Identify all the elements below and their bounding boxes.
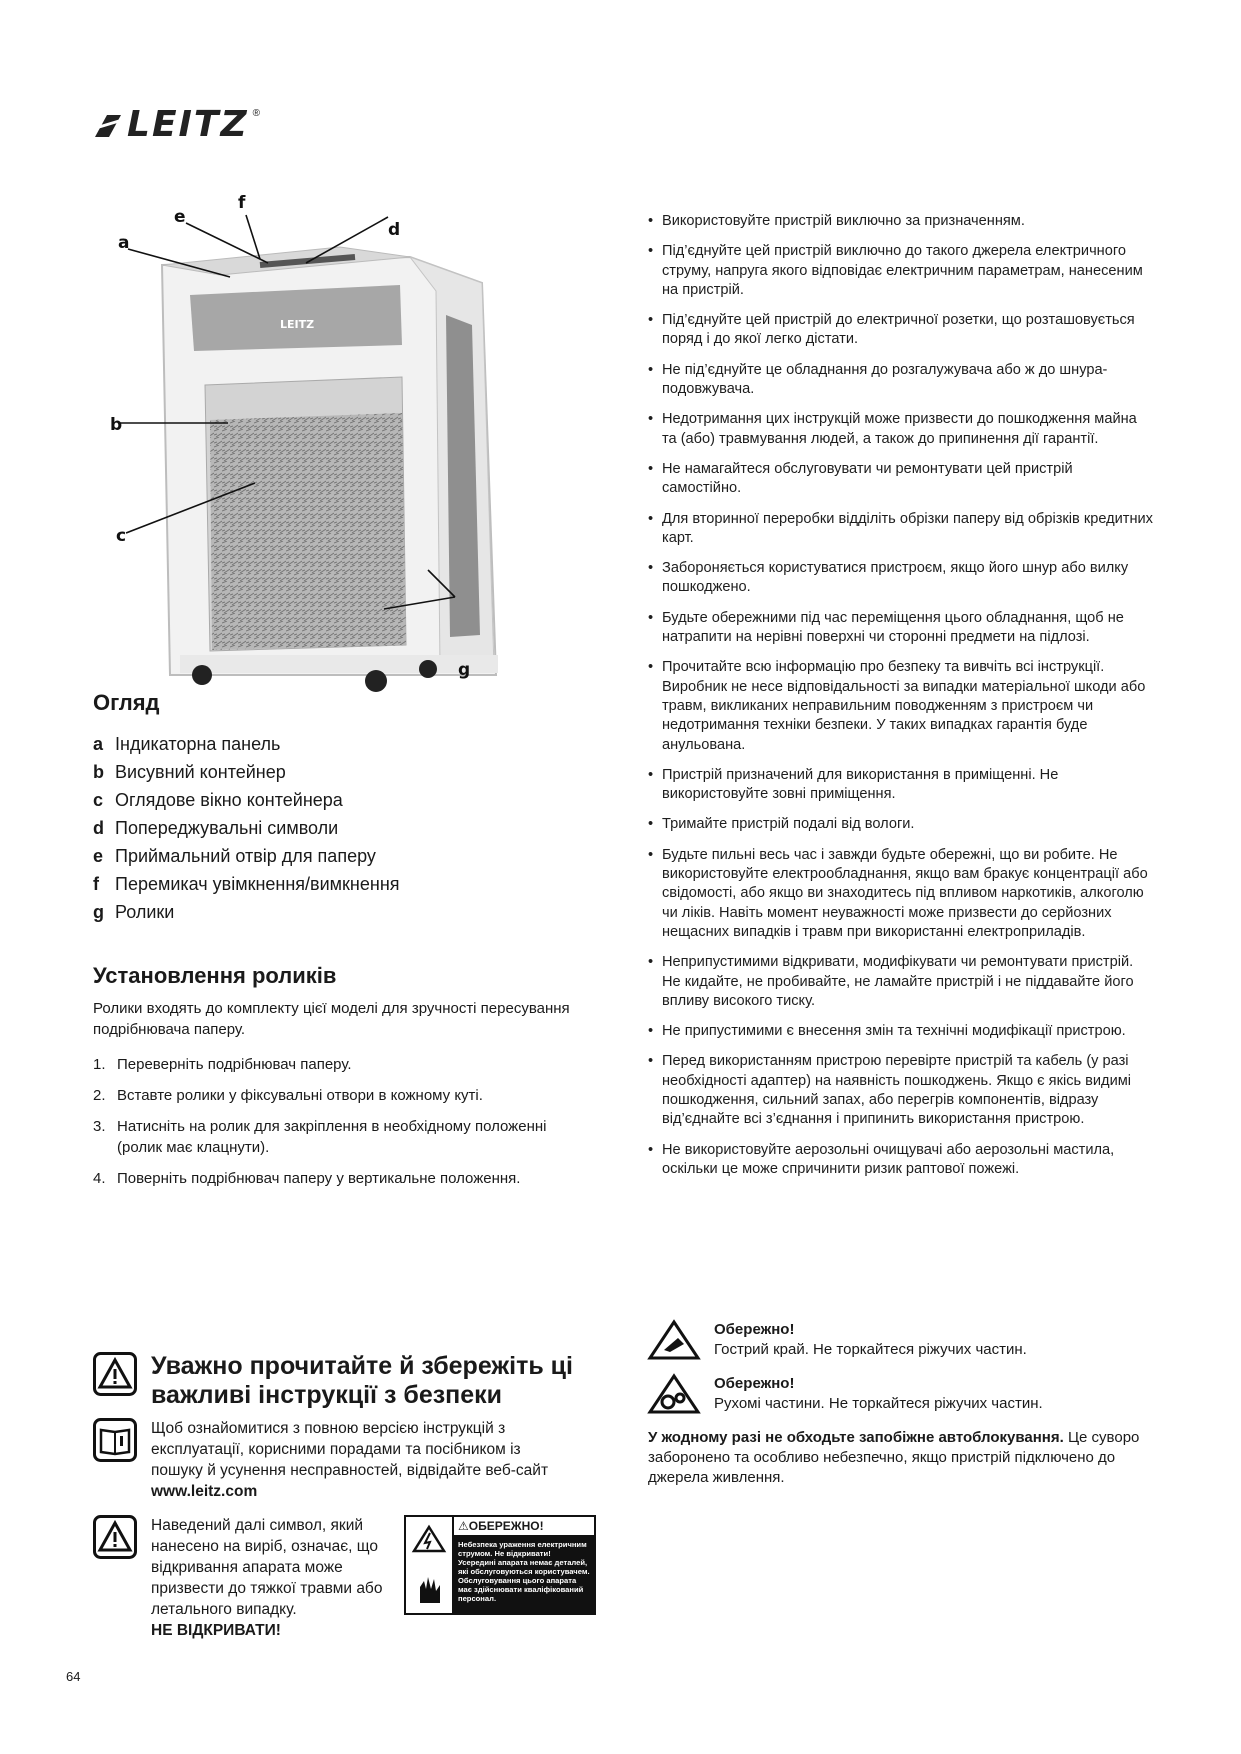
website-link[interactable]: www.leitz.com bbox=[151, 1483, 258, 1500]
label-b: b bbox=[110, 415, 123, 435]
symbol-text: Наведений далі символ, який нанесено на виріб, означає, що відкривання апарата може призвести до тяжкої травми або летального випадку. bbox=[151, 1517, 383, 1618]
label-c: c bbox=[116, 526, 127, 546]
caution-moving-parts: Обережно! Рухомі частини. Не торкайтеся ріжучих частин. bbox=[648, 1374, 1158, 1414]
label-heading: ⚠ОБЕРЕЖНО! bbox=[454, 1517, 594, 1537]
overview-item: b Висувний контейнер bbox=[93, 762, 286, 782]
moving-parts-warning-icon bbox=[648, 1374, 700, 1414]
rule-item: • Недотримання цих інструкцій може призвести до пошкодження майна та (або) травмування людей, а також до припинення дії гарантії. bbox=[648, 411, 1137, 447]
install-step: 3. Натисніть на ролик для закріплення в необхідному положенні (ролик має клацнути). bbox=[93, 1118, 547, 1156]
install-step: 4. Поверніть подрібнювач паперу у вертикальне положення. bbox=[93, 1170, 521, 1187]
rule-item: • Тримайте пристрій подалі від вологи. bbox=[648, 816, 915, 833]
overview-item: g Ролики bbox=[93, 902, 175, 922]
rule-item: • Не припустимими є внесення змін та технічні модифікації пристрою. bbox=[648, 1023, 1126, 1040]
do-not-open-text: НЕ ВІДКРИВАТИ! bbox=[151, 1622, 281, 1639]
rule-item: • Будьте пильні весь час і завжди будьте обережні, що ви робите. Не використовуйте електрообладнання, якщо вам бракує концентрації або свідомості, або якщо ви знаходитесь під впливом наркотиків, алкоголю чи ліків. Навіть момент неуважності може призвести до серйозних нещасних випадків і травм при використанні електроприладів. bbox=[648, 846, 1148, 940]
label-e: e bbox=[174, 207, 186, 227]
overview-title: Огляд bbox=[93, 690, 160, 715]
manual-book-icon bbox=[93, 1418, 137, 1462]
rule-item: • Для вторинної переробки відділіть обрізки паперу від обрізків кредитних карт. bbox=[648, 510, 1153, 546]
interlock-note: У жодному разі не обходьте запобіжне автоблокування. Це суворо заборонено та особливо небезпечно, якщо пристрій підключено до джерела живлення. bbox=[648, 1429, 1140, 1486]
install-title: Установлення роликів bbox=[93, 963, 337, 988]
safety-info-text: Щоб ознайомитися з повною версією інструкцій з експлуатації, корисними порадами та посібником із пошуку й усунення несправностей, відвідайте веб-сайт bbox=[151, 1420, 549, 1479]
logo-text: LEITZ bbox=[127, 104, 249, 145]
rule-item: • Неприпустимими відкривати, модифікувати чи ремонтувати пристрій. Не кидайте, не пробивайте, не ламайте пристрій і не піддавайте його впливу високого тиску. bbox=[648, 954, 1134, 1009]
caution-sharp-edge: Обережно! Гострий край. Не торкайтеся ріжучих частин. bbox=[648, 1320, 1158, 1360]
overview-item: e Приймальний отвір для паперу bbox=[93, 846, 376, 866]
install-step: 1. Переверніть подрібнювач паперу. bbox=[93, 1056, 352, 1073]
rule-item: • Використовуйте пристрій виключно за призначенням. bbox=[648, 213, 1025, 229]
label-body-text: Небезпека ураження електричним струмом. Не відкривати! Усередині апарата немає деталей, які обслуговуються користувачем. Обслуговування цього апарата має здійснювати кваліфікований персонал. bbox=[454, 1537, 594, 1613]
safety-title: Уважно прочитайте й збережіть ці важливі інструкції з безпеки bbox=[151, 1352, 573, 1409]
safety-symbol-note bbox=[93, 1515, 406, 1641]
leitz-bird-icon bbox=[93, 111, 123, 139]
label-d: d bbox=[388, 220, 401, 240]
overview-item: a Індикаторна панель bbox=[93, 734, 281, 754]
rule-item: • Перед використанням пристрою перевірте пристрій та кабель (у разі необхідності адаптер) на наявність пошкоджень. Якщо є якісь видимі пошкодження, сильний запах, або перегрів компонентів, відразу від’єднайте всі з’єднання і припинить використання пристрою. bbox=[648, 1053, 1132, 1128]
overview-item: c Оглядове вікно контейнера bbox=[93, 790, 343, 810]
rule-item: • Під’єднуйте цей пристрій до електричної розетки, що розташовується поряд і до якої легко дістати. bbox=[648, 312, 1135, 348]
sharp-edge-warning-icon bbox=[648, 1320, 700, 1360]
safety-header bbox=[93, 1352, 581, 1410]
safety-rules-list bbox=[648, 212, 1153, 1190]
label-g: g bbox=[458, 660, 471, 680]
overview-item: f Перемикач увімкнення/вимкнення bbox=[93, 874, 400, 894]
warning-triangle-icon bbox=[93, 1515, 137, 1559]
page-number: 64 bbox=[66, 1669, 81, 1684]
label-a: a bbox=[118, 233, 130, 253]
rule-item: • Прочитайте всю інформацію про безпеку та вивчіть всі інструкції. Виробник не несе відповідальності за випадки матеріальної шкоди або травм, викликаних неправильним поводженням з пристроєм чи недотримання техніки безпеки. У таких випадках гарантія буде анульована. bbox=[648, 659, 1146, 753]
rule-item: • Не використовуйте аерозольні очищувачі або аерозольні мастила, оскільки це може спричинити ризик раптової пожежі. bbox=[648, 1141, 1115, 1177]
rule-item: • Не під’єднуйте це обладнання до розгалужувача або ж до шнура-подовжувача. bbox=[648, 361, 1108, 398]
install-steps bbox=[93, 1054, 593, 1189]
rule-item: • Пристрій призначений для використання в приміщенні. Не використовуйте зовні приміщення. bbox=[648, 766, 1059, 803]
warning-triangle-icon bbox=[93, 1352, 137, 1396]
label-warning-icon: ⚠ bbox=[458, 1519, 469, 1533]
registered-mark: ® bbox=[252, 108, 260, 119]
electric-warning-label bbox=[404, 1515, 596, 1615]
shredder-illustration bbox=[110, 193, 540, 690]
hand-shock-icon bbox=[412, 1569, 446, 1605]
rule-item: • Забороняється користуватися пристроєм, якщо його шнур або вилку пошкоджено. bbox=[648, 560, 1129, 596]
leitz-logo bbox=[93, 104, 260, 145]
label-f: f bbox=[238, 193, 246, 213]
rule-item: • Під’єднуйте цей пристрій виключно до такого джерела електричного струму, напруга якого відповідає електричним параметрам, нанесеним на пристрій. bbox=[648, 243, 1143, 298]
overview-item: d Попереджувальні символи bbox=[93, 818, 339, 838]
rule-item: • Будьте обережними під час переміщення цього обладнання, щоб не натрапити на нерівні поверхні чи сторонні предмети на підлозі. bbox=[648, 609, 1124, 646]
caution-block bbox=[648, 1320, 1158, 1488]
rule-item: • Не намагайтеся обслуговувати чи ремонтувати цей пристрій самостійно. bbox=[648, 460, 1073, 497]
device-logo: LEITZ bbox=[280, 318, 315, 331]
install-intro: Ролики входять до комплекту цієї моделі для зручності пересування подрібнювача паперу. bbox=[93, 1000, 570, 1038]
overview-list bbox=[93, 730, 573, 926]
electric-shock-icon bbox=[412, 1525, 446, 1553]
install-section bbox=[93, 965, 593, 1199]
safety-info bbox=[93, 1418, 571, 1502]
install-step: 2. Вставте ролики у фіксувальні отвори в кожному куті. bbox=[93, 1087, 483, 1104]
